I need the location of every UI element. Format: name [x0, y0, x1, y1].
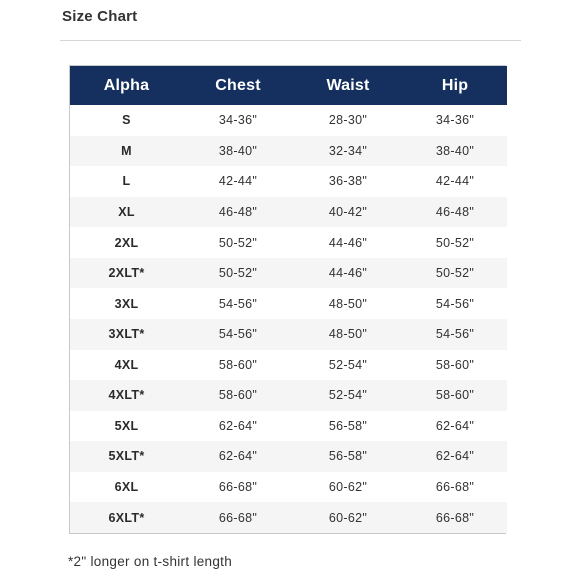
cell-chest: 58-60" [183, 380, 293, 411]
table-row [70, 105, 507, 136]
cell-alpha: 2XL [70, 227, 183, 258]
table-header-row [70, 66, 507, 105]
cell-alpha: 6XL [70, 472, 183, 503]
cell-waist: 48-50" [293, 288, 403, 319]
cell-waist: 52-54" [293, 350, 403, 381]
table-row [70, 319, 507, 350]
cell-alpha: M [70, 136, 183, 167]
table-row [70, 502, 507, 533]
cell-chest: 34-36" [183, 105, 293, 136]
cell-waist: 32-34" [293, 136, 403, 167]
cell-hip: 54-56" [403, 319, 507, 350]
table-row [70, 350, 507, 381]
page-title: Size Chart [62, 8, 138, 25]
title-divider [60, 40, 521, 41]
table-row [70, 441, 507, 472]
cell-hip: 66-68" [403, 502, 507, 533]
footnote: *2" longer on t-shirt length [68, 554, 233, 569]
cell-waist: 40-42" [293, 197, 403, 228]
cell-waist: 56-58" [293, 411, 403, 442]
cell-waist: 44-46" [293, 258, 403, 289]
table-row [70, 472, 507, 503]
table-row [70, 288, 507, 319]
header-hip: Hip [403, 66, 507, 105]
table-row [70, 197, 507, 228]
table-row [70, 258, 507, 289]
cell-alpha: 5XL [70, 411, 183, 442]
cell-hip: 38-40" [403, 136, 507, 167]
cell-waist: 56-58" [293, 441, 403, 472]
cell-alpha: L [70, 166, 183, 197]
cell-waist: 60-62" [293, 472, 403, 503]
cell-hip: 50-52" [403, 258, 507, 289]
cell-waist: 60-62" [293, 502, 403, 533]
cell-chest: 62-64" [183, 441, 293, 472]
cell-chest: 62-64" [183, 411, 293, 442]
cell-hip: 62-64" [403, 441, 507, 472]
cell-chest: 54-56" [183, 288, 293, 319]
cell-alpha: S [70, 105, 183, 136]
size-chart-table [70, 66, 507, 533]
header-chest: Chest [183, 66, 293, 105]
cell-waist: 36-38" [293, 166, 403, 197]
cell-alpha: 4XL [70, 350, 183, 381]
cell-alpha: 6XLT* [70, 502, 183, 533]
cell-hip: 58-60" [403, 350, 507, 381]
cell-hip: 50-52" [403, 227, 507, 258]
cell-alpha: 3XL [70, 288, 183, 319]
table-row [70, 136, 507, 167]
cell-waist: 44-46" [293, 227, 403, 258]
cell-hip: 66-68" [403, 472, 507, 503]
table-body [70, 105, 507, 533]
cell-chest: 46-48" [183, 197, 293, 228]
table-row [70, 380, 507, 411]
cell-hip: 54-56" [403, 288, 507, 319]
cell-alpha: 5XLT* [70, 441, 183, 472]
cell-alpha: 4XLT* [70, 380, 183, 411]
cell-chest: 66-68" [183, 502, 293, 533]
header-waist: Waist [293, 66, 403, 105]
cell-hip: 42-44" [403, 166, 507, 197]
cell-alpha: 3XLT* [70, 319, 183, 350]
cell-chest: 66-68" [183, 472, 293, 503]
cell-hip: 58-60" [403, 380, 507, 411]
cell-alpha: XL [70, 197, 183, 228]
cell-waist: 48-50" [293, 319, 403, 350]
cell-chest: 38-40" [183, 136, 293, 167]
cell-alpha: 2XLT* [70, 258, 183, 289]
size-chart-table-container [69, 65, 506, 534]
cell-waist: 28-30" [293, 105, 403, 136]
cell-chest: 50-52" [183, 227, 293, 258]
cell-hip: 62-64" [403, 411, 507, 442]
cell-chest: 42-44" [183, 166, 293, 197]
cell-hip: 34-36" [403, 105, 507, 136]
cell-chest: 58-60" [183, 350, 293, 381]
cell-chest: 54-56" [183, 319, 293, 350]
table-row [70, 411, 507, 442]
cell-waist: 52-54" [293, 380, 403, 411]
table-row [70, 166, 507, 197]
cell-chest: 50-52" [183, 258, 293, 289]
header-alpha: Alpha [70, 66, 183, 105]
cell-hip: 46-48" [403, 197, 507, 228]
table-row [70, 227, 507, 258]
